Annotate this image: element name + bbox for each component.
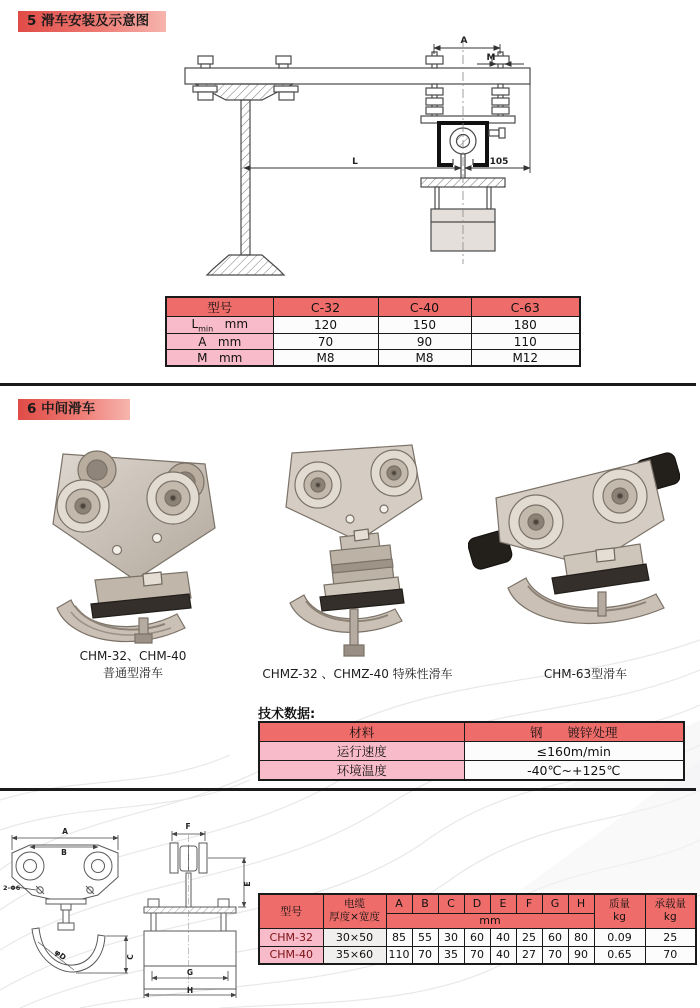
spec-header-load-line1: 承载量	[654, 898, 686, 911]
section-divider-top	[0, 383, 696, 386]
spec-chm40-model: CHM-40	[259, 946, 323, 964]
row-label-m	[166, 350, 273, 366]
table-cell: M12	[471, 350, 580, 366]
table-cell: M8	[378, 350, 471, 366]
drawing-dim-h: H	[186, 986, 194, 995]
spec-row-chm32	[259, 928, 696, 946]
spec-header-dim-f: F	[516, 894, 542, 913]
spec-cell: 90	[568, 946, 594, 964]
spec-cell: 110	[386, 946, 412, 964]
diagram-dim-l-label: L	[352, 157, 358, 167]
caption-chm32-line2: 普通型滑车	[102, 666, 163, 680]
spec-cell: 40	[490, 928, 516, 946]
tech-data-title: 技术数据:	[258, 707, 316, 722]
product-photo-chm32-chm40	[35, 432, 230, 647]
spec-cell: 27	[516, 946, 542, 964]
spec-header-dim-e: E	[490, 894, 516, 913]
caption-chmz	[245, 666, 470, 683]
spec-header-dim-g: G	[542, 894, 568, 913]
spec-row-chm40	[259, 946, 696, 964]
row-label-a	[166, 334, 273, 350]
spec-cell: 80	[568, 928, 594, 946]
dimension-table-header-c63: C-63	[471, 297, 580, 317]
dimension-table-header-c40: C-40	[378, 297, 471, 317]
tech-material-label: 材料	[259, 722, 464, 742]
row-label-lmin-unit: mm	[224, 317, 249, 331]
spec-chm32-mass: 0.09	[594, 928, 645, 946]
dimension-table-header-model: 型号	[166, 297, 273, 317]
tech-material-value: 钢 镀锌处理	[464, 722, 684, 742]
spec-cell: 30	[438, 928, 464, 946]
table-cell: 180	[471, 317, 580, 334]
table-cell: 150	[378, 317, 471, 334]
row-label-a-unit: mm	[217, 334, 242, 349]
tech-temp-value: -40℃~+125℃	[464, 761, 684, 781]
spec-cell: 60	[464, 928, 490, 946]
diagram-dim-105-label: 105	[489, 157, 509, 167]
table-cell: 90	[378, 334, 471, 350]
drawing-holes-label: 2-Φ6	[3, 884, 21, 892]
dimension-table-header-c32: C-32	[273, 297, 378, 317]
section5-title: 5 滑车安装及示意图	[18, 11, 166, 32]
spec-cell: 35	[438, 946, 464, 964]
spec-cell: 25	[516, 928, 542, 946]
drawing-dim-e: E	[243, 881, 252, 887]
spec-header-dim-a: A	[386, 894, 412, 913]
caption-chm32-line1: CHM-32、CHM-40	[79, 649, 187, 663]
trolley-dimension-drawing	[2, 795, 255, 1007]
diagram-dim-a-label: A	[460, 36, 468, 46]
drawing-dim-g: G	[186, 968, 194, 977]
row-label-lmin-main: L	[191, 317, 199, 331]
spec-chm40-cable: 35×60	[323, 946, 386, 964]
tech-data-table	[258, 721, 685, 781]
spec-header-dim-b: B	[412, 894, 438, 913]
tech-speed-label: 运行速度	[259, 742, 464, 761]
drawing-dim-f: F	[185, 822, 191, 831]
spec-cell: 70	[464, 946, 490, 964]
spec-cell: 60	[542, 928, 568, 946]
table-cell: 110	[471, 334, 580, 350]
dimension-table	[165, 296, 581, 367]
spec-chm32-model: CHM-32	[259, 928, 323, 946]
tech-speed-value: ≤160m/min	[464, 742, 684, 761]
drawing-dim-c: C	[126, 954, 135, 960]
product-photo-chm63	[468, 438, 680, 643]
diagram-dim-m-label: M	[486, 53, 496, 63]
row-label-lmin	[166, 317, 273, 334]
spec-cell: 70	[542, 946, 568, 964]
installation-diagram	[155, 26, 547, 290]
caption-chm63	[498, 666, 673, 683]
spec-header-cable-line2: 厚度×宽度	[329, 911, 380, 924]
spec-header-dim-h: H	[568, 894, 594, 913]
spec-header-cable-line1: 电缆	[344, 898, 365, 911]
table-cell: M8	[273, 350, 378, 366]
drawing-dim-b: B	[61, 848, 67, 857]
drawing-dim-d: φD	[52, 947, 68, 963]
row-label-m-unit: mm	[218, 350, 243, 365]
spec-chm40-load: 70	[645, 946, 696, 964]
drawing-dim-a: A	[62, 827, 68, 836]
spec-header-load-line2: kg	[663, 911, 677, 924]
caption-chm63-line1: CHM-63型滑车	[543, 667, 628, 681]
spec-cell: 85	[386, 928, 412, 946]
product-photo-chmz32-chmz40	[262, 425, 448, 660]
spec-cell: 70	[412, 946, 438, 964]
spec-header-mm: mm	[386, 913, 594, 928]
table-cell: 70	[273, 334, 378, 350]
row-label-lmin-sub: min	[198, 324, 214, 334]
spec-header-mass-line2: kg	[613, 911, 626, 924]
spec-header-mass	[594, 894, 645, 928]
caption-chmz-line1: CHMZ-32 、CHMZ-40 特殊性滑车	[262, 667, 453, 681]
section-divider-bottom	[0, 788, 696, 791]
spec-cell: 40	[490, 946, 516, 964]
spec-header-model: 型号	[259, 894, 323, 928]
spec-cell: 55	[412, 928, 438, 946]
spec-chm32-load: 25	[645, 928, 696, 946]
tech-temp-label: 环境温度	[259, 761, 464, 781]
spec-header-load	[645, 894, 696, 928]
row-label-m-main: M	[197, 350, 208, 365]
spec-chm32-cable: 30×50	[323, 928, 386, 946]
section6-title: 6 中间滑车	[18, 399, 130, 420]
spec-header-dim-d: D	[464, 894, 490, 913]
spec-header-dim-c: C	[438, 894, 464, 913]
spec-header-mass-line1: 质量	[609, 898, 630, 911]
spec-header-cable	[323, 894, 386, 928]
caption-chm32-chm40	[48, 648, 218, 682]
spec-chm40-mass: 0.65	[594, 946, 645, 964]
chm-spec-table	[258, 893, 697, 965]
table-cell: 120	[273, 317, 378, 334]
row-label-a-main: A	[198, 334, 207, 349]
